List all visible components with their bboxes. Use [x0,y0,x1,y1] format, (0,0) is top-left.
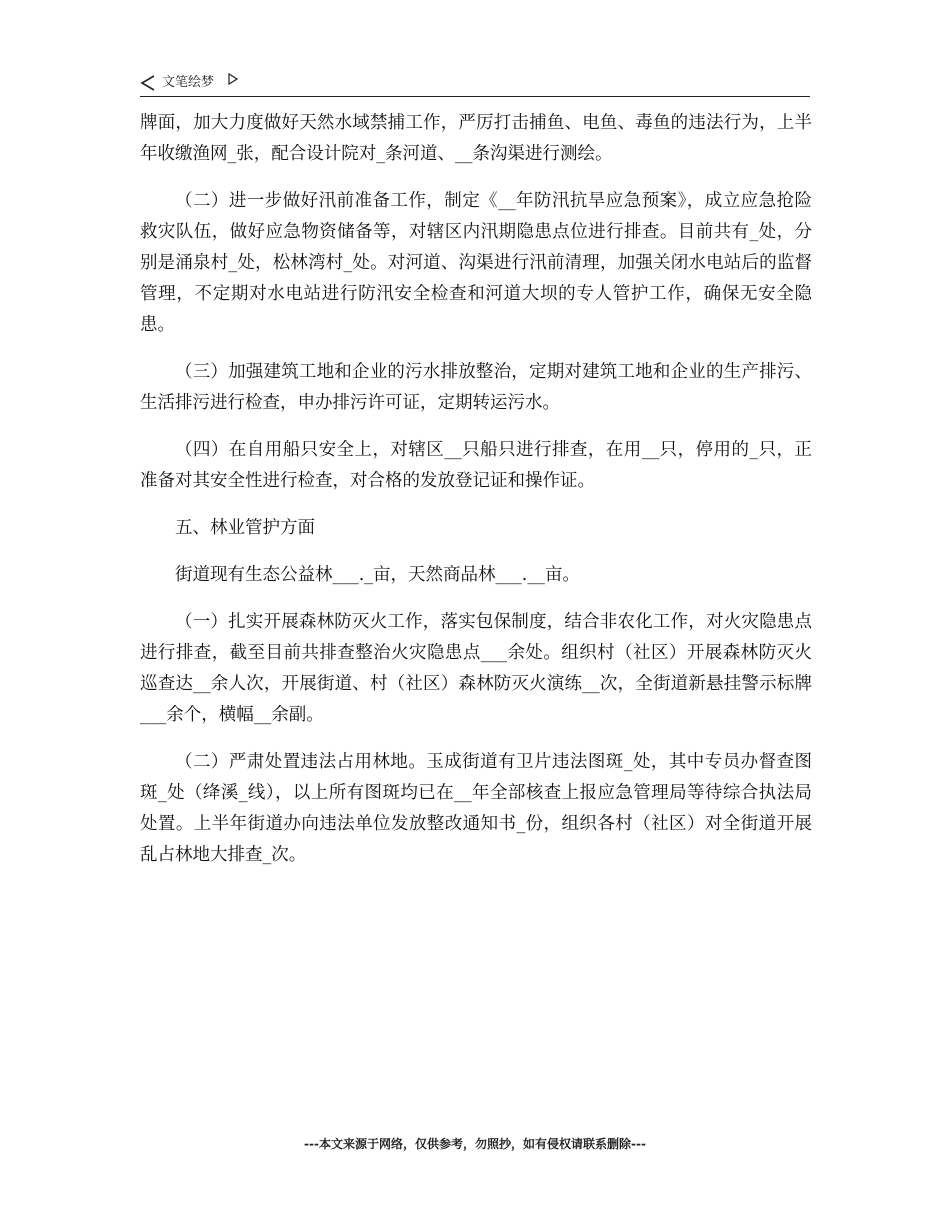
header-brand: 文笔绘梦 [162,75,215,90]
right-triangle-icon [228,73,238,85]
paragraph-sewage: （三）加强建筑工地和企业的污水排放整治，定期对建筑工地和企业的生产排污、生活排污进行检查，申办排污许可证，定期转运污水。 [140,362,812,413]
left-triangle-icon [140,74,156,92]
section-heading-forestry: 五、林业管护方面 [175,518,315,538]
footer-notice: ---本文来源于网络，仅供参考，勿照抄，如有侵权请联系删除--- [304,1137,646,1151]
paragraph-boats: （四）在自用船只安全上，对辖区__只船只进行排查，在用__只，停用的_只，正准备对其安全性进行检查，对合格的发放登记证和操作证。 [140,440,812,491]
paragraph-flood-prep: （二）进一步做好汛前准备工作，制定《__年防汛抗旱应急预案》，成立应急抢险救灾队伍，做好应急物资储备等，对辖区内汛期隐患点位进行排查。目前共有_处，分别是涌泉村_处，松林湾村_处。对河道、沟渠进行汛前清理，加强关闭水电站后的监督管理，不定期对水电站进行防汛安全检查和河道大坝的专人管护工作，确保无安全隐患。 [140,191,812,335]
page-header [140,72,810,97]
paragraph-forest-area: 街道现有生态公益林___._亩，天然商品林___.__亩。 [175,565,580,585]
paragraph-fire-prevention: （一）扎实开展森林防灭火工作，落实包保制度，结合非农化工作，对火灾隐患点进行排查，截至目前共排查整治火灾隐患点___余处。组织村（社区）开展森林防灭火巡查达__余人次，开展街道、村（社区）森林防灭火演练__次，全街道新悬挂警示标牌___余个，横幅__余副。 [140,612,812,725]
paragraph-illegal-land: （二）严肃处置违法占用林地。玉成街道有卫片违法图斑_处，其中专员办督查图斑_处（绛溪_线），以上所有图斑均已在__年全部核查上报应急管理局等待综合执法局处置。上半年街道办向违法单位发放整改通知书_份，组织各村（社区）对全街道开展乱占林地大排查_次。 [140,752,812,865]
paragraph-continuation: 牌面，加大力度做好天然水域禁捕工作，严厉打击捕鱼、电鱼、毒鱼的违法行为，上半年收缴渔网_张，配合设计院对_条河道、__条沟渠进行测绘。 [140,113,812,164]
document-body [140,108,812,887]
